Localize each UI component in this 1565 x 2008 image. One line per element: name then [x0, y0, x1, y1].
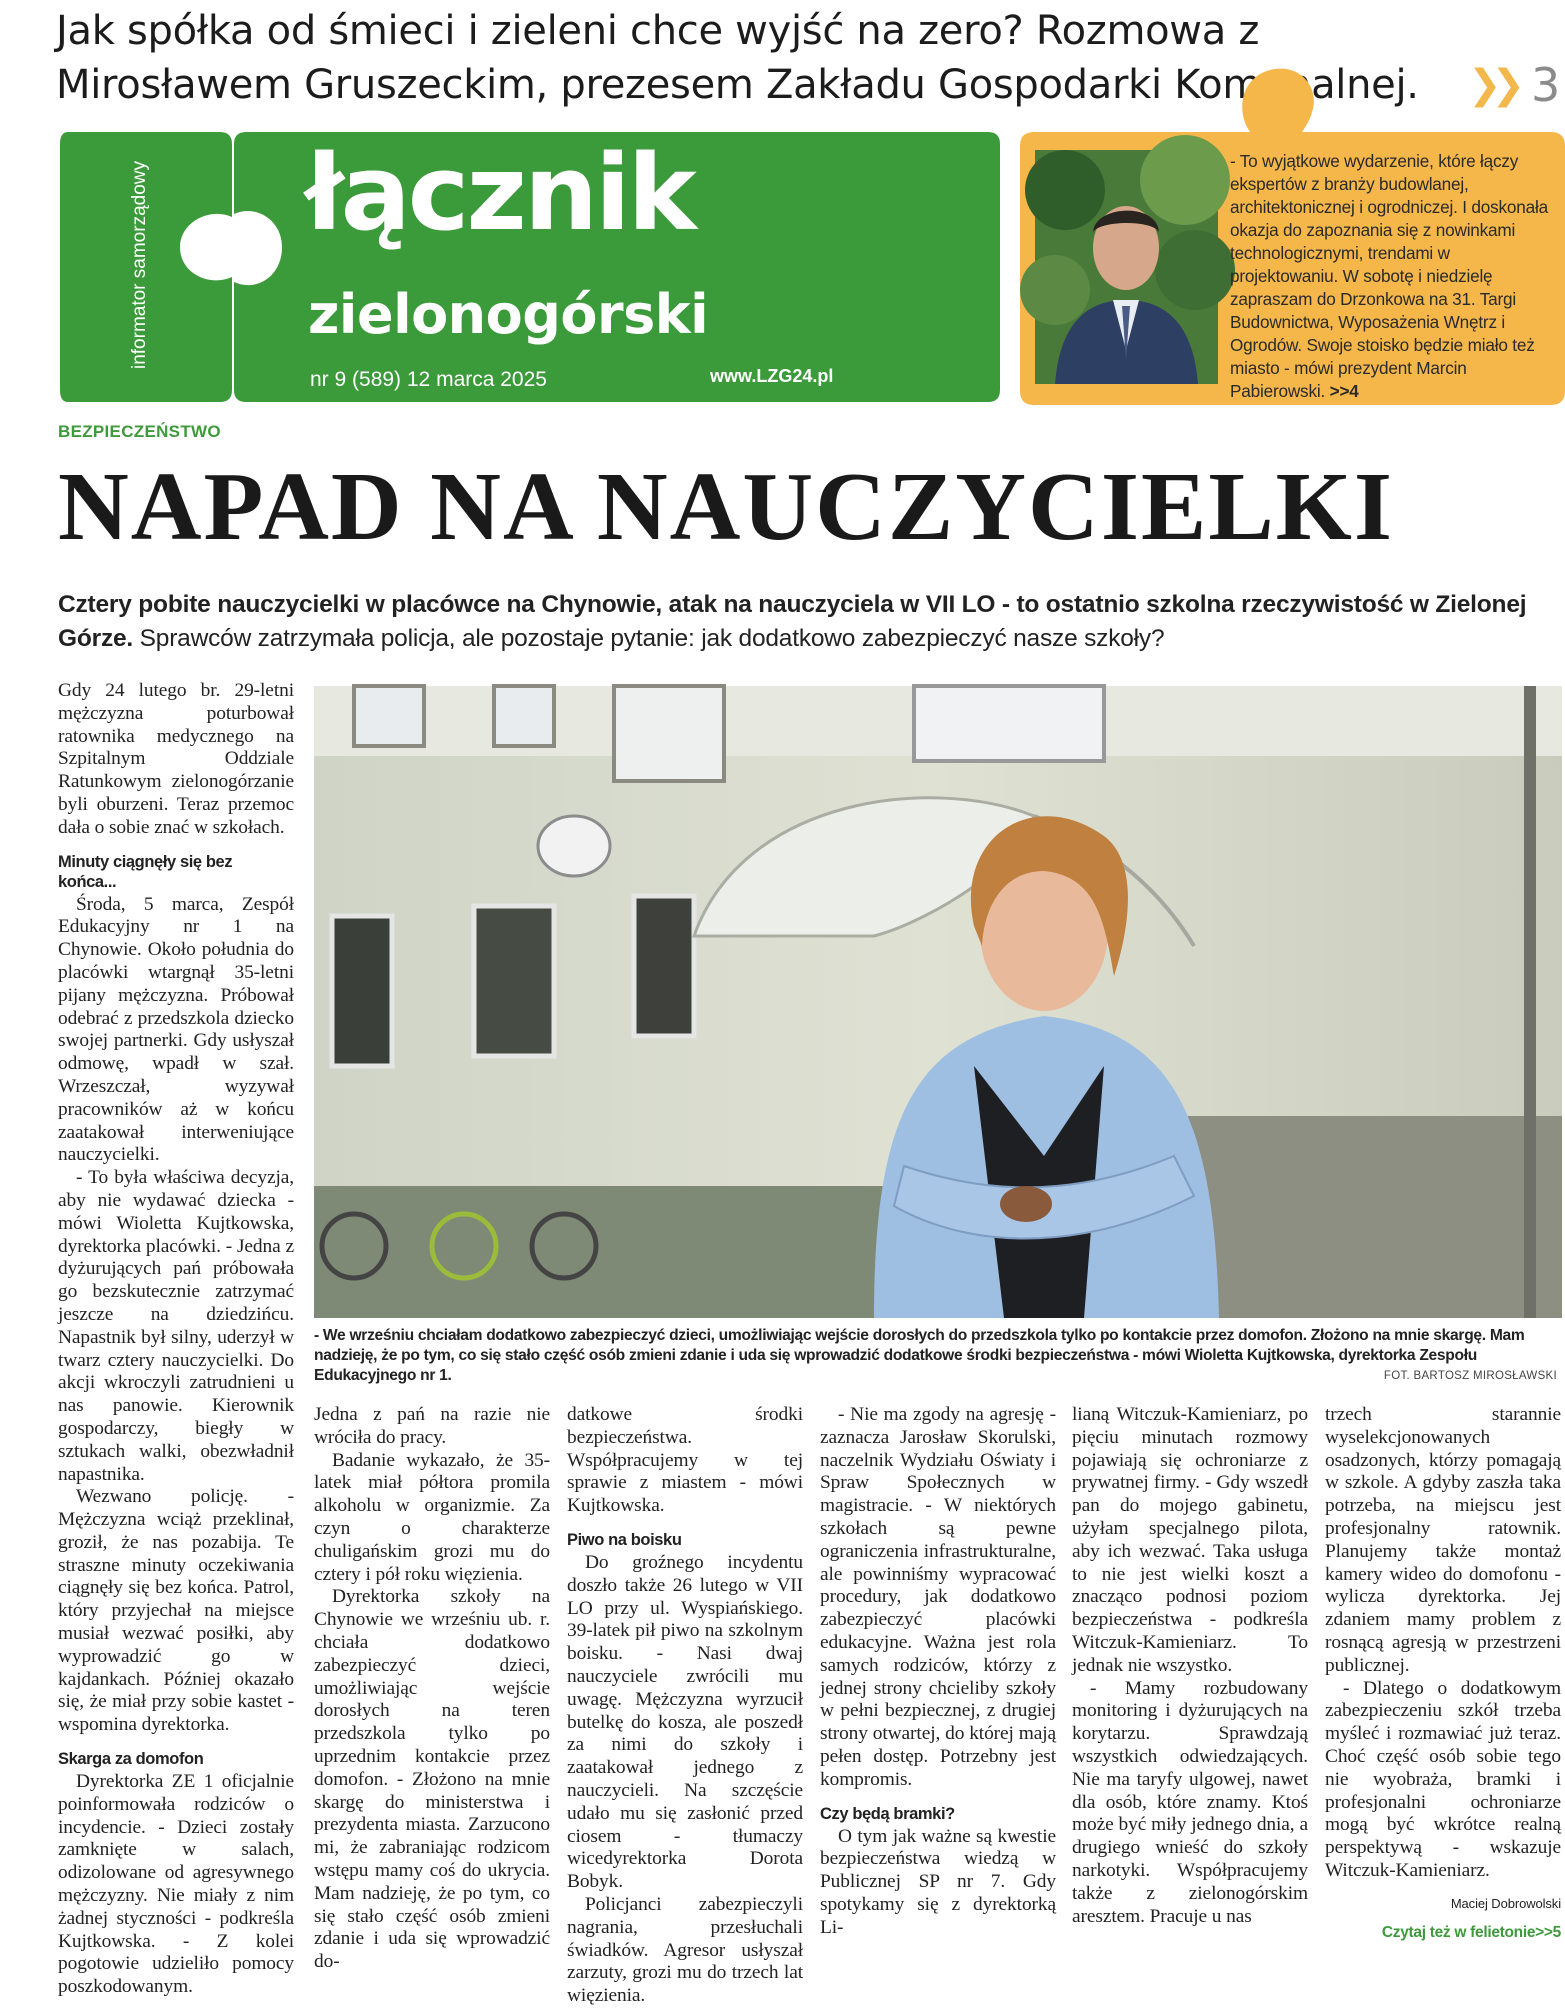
photo-credit: FOT. BARTOSZ MIROSŁAWSKI — [1383, 1370, 1557, 1382]
section-label: BEZPIECZEŃSTWO — [58, 422, 221, 441]
masthead-issue-date: nr 9 (589) 12 marca 2025 — [310, 368, 547, 391]
main-photo[interactable] — [314, 686, 1562, 1318]
masthead-url-link[interactable]: www.LZG24.pl — [710, 366, 834, 386]
promo-quote: - To wyjątkowe wydarzenie, które łączy ekspertów z branży budowlanej, architektonicznej i ogrodniczej. I doskonała okazja do zapoznania się z nowinkami technologicznymi, trendami w projektowaniu. W sobotę i niedzielę zapraszam do Drzonkowa na 31. Targi Budownictwa, Wyposażenia Wnętrz i Ogrodów. Swoje stoisko będzie miało też miasto - mówi prezydent Marcin Pabierowski. — [1230, 151, 1548, 401]
paragraph: Środa, 5 marca, Zespół Edukacyjny nr 1 na Chynowie. Około południa do placówki wtargnął 35-letni pijany mężczyzna. Próbował odebrać z przedszkola dziecko swojej partnerki. Gdy usłyszał odmowę, wpadł w szał. Wrzeszczał, wyzywał pracowników aż w końcu zaatakował interweniujące nauczycielki. — [58, 893, 294, 1166]
paragraph: Do groźnego incydentu doszło także 26 lutego w VII LO przy ul. Wyspiańskiego. 39-latek pił piwo na szkolnym boisku. - Nasi dwaj nauczyciele zwrócili mu uwagę. Mężczyzna wyrzucił butelkę do kosza, ale poszedł za nimi do szkoły i zaatakował jednego z nauczycieli. Na szczęście udało mu się zasłonić przed ciosem - tłumaczy wicedyrektorka Dorota Bobyk. — [567, 1551, 803, 1893]
article-column-4 — [820, 1404, 1056, 1940]
paragraph: datkowe środki bezpieczeństwa. Współpracujemy w tej sprawie z miastem - mówi Kujtkowska. — [567, 1404, 803, 1517]
promo-photo-mayor[interactable] — [1035, 150, 1218, 384]
article-headline: NAPAD NA NAUCZYCIELKI — [58, 453, 1395, 561]
paragraph: Badanie wykazało, że 35-latek miał półtora promila alkoholu w organizmie. Za czyn o charakterze chuligańskim grozi mu do cztery i pół roku więzienia. — [314, 1449, 550, 1585]
school-entrance-photo — [314, 686, 1562, 1318]
subheading: Piwo na boisku — [567, 1530, 682, 1549]
paragraph: - Mamy rozbudowany monitoring i dyżurujących na korytarzu. Sprawdzają wszystkich odwiedzających. Nie ma taryfy ulgowej, nawet dla osób, które znamy. Ktoś może być miły jednego dnia, a drugiego wnieść do szkoły narkotyki. Współpracujemy także z zielonogórskim aresztem. Pracuje u nas — [1072, 1677, 1308, 1927]
paragraph: trzech starannie wyselekcjonowanych osadzonych, którzy pomagają w szkole. A gdyby zaszła taka potrzeba, na miejscu jest profesjonalny ratownik. Planujemy także montaż kamery wideo do domofonu - wylicza dyrektorka. Jej zdaniem mamy problem z rosnącą agresją w przestrzeni publicznej. — [1325, 1404, 1561, 1676]
teaser-page-number: 3 — [1531, 58, 1561, 112]
paragraph: Gdy 24 lutego br. 29-letni mężczyzna poturbował ratownika medycznego na Szpitalnym Oddziale Ratunkowym zielonogórzanie byli oburzeni. Teraz przemoc dała o sobie znać w szkołach. — [58, 680, 294, 838]
mayor-portrait-image — [1035, 150, 1218, 384]
article-column-5 — [1072, 1404, 1308, 1928]
article-author: Maciej Dobrowolski — [1450, 1895, 1561, 1911]
lead-rest: Sprawców zatrzymała policja, ale pozostaje pytanie: jak dodatkowo zabezpieczyć nasze szkoły? — [133, 625, 1165, 652]
see-also-link[interactable]: Czytaj też w felietonie>>5 — [1381, 1923, 1561, 1941]
article-column-6 — [1325, 1404, 1561, 1944]
top-teaser[interactable]: Jak spółka od śmieci i zieleni chce wyjść na zero? Rozmowa z Mirosławem Gruszeckim, prezesem Zakładu Gospodarki Komunalnej. — [56, 8, 1419, 108]
paragraph: O tym jak ważne są kwestie bezpieczeństwa wiedzą w Publicznej SP nr 7. Gdy spotykamy się z dyrektorką Li- — [820, 1825, 1056, 1938]
paragraph: - Dlatego o dodatkowym zabezpieczeniu szkół trzeba myśleć i rozmawiać już teraz. Choć część osób sobie tego nie wyobraża, bramki i profesjonalni ochroniarze mogą być wkrótce realną perspektywą - wskazuje Witczuk-Kamieniarz. — [1325, 1677, 1561, 1881]
lead-bold: Cztery pobite nauczycielki w placówce na Chynowie, atak na nauczyciela w VII LO - to ostatnio szkolna rzeczywistość w Zielonej Górze. — [58, 591, 1527, 652]
masthead-title-line2[interactable]: zielonogórski — [308, 283, 709, 346]
subheading: Minuty ciągnęły się bez końca... — [58, 852, 233, 891]
promo-page-ref[interactable]: >>4 — [1329, 381, 1359, 401]
promo-text[interactable] — [1230, 150, 1560, 403]
double-chevron-icon: ❯❯ — [1468, 62, 1516, 108]
masthead-side-label: informator samorządowy — [129, 160, 150, 370]
paragraph: Dyrektorka szkoły na Chynowie we wrześniu ub. r. chciała dodatkowo zabezpieczyć dzieci, umożliwiając wejście dorosłych na teren przedszkola tylko po uprzednim kontakcie przez domofon. - Złożono na mnie skargę do ministerstwa i prezydenta miasta. Zarzucono mi, że zabraniając rodzicom wstępu mamy coś do ukrycia. Mam nadzieję, że po tym, co się stało część osób zmieni zdanie i uda się wprowadzić do- — [314, 1586, 550, 1973]
paragraph: Policjanci zabezpieczyli nagrania, przesłuchali świadków. Agresor usłyszał zarzuty, grozi mu do trzech lat więzienia. — [567, 1893, 803, 2007]
photo-caption: - We wrześniu chciałam dodatkowo zabezpieczyć dzieci, umożliwiając wejście dorosłych do przedszkola tylko po kontakcie przez domofon. Złożono na mnie skargę. Mam nadzieję, że po tym, co się stało część osób zmieni zdanie i uda się wprowadzić dodatkowe środki bezpieczeństwa - mówi Wioletta Kujtkowska, dyrektorka Zespołu Edukacyjnego nr 1. — [314, 1327, 1525, 1384]
subheading: Czy będą bramki? — [820, 1804, 955, 1823]
masthead-title-line1[interactable]: łącznik — [305, 132, 694, 254]
paragraph: - Nie ma zgody na agresję - zaznacza Jarosław Skorulski, naczelnik Wydziału Oświaty i Spraw Społecznych w magistracie. - W niektórych szkołach są pewne ograniczenia infrastrukturalne, ale powinniśmy wypracować procedury, jak dodatkowo zabezpieczyć placówki edukacyjne. Ważna jest rola samych rodziców, którzy z jednej strony chcieliby szkoły w pełni bezpiecznej, z drugiej strony otwartej, do której mają pełen dostęp. Potrzebny jest kompromis. — [820, 1404, 1056, 1790]
article-column-3 — [567, 1404, 803, 2008]
paragraph: Jedna z pań na razie nie wróciła do pracy. — [314, 1404, 550, 1448]
article-column-1 — [58, 680, 294, 1999]
subheading: Skarga za domofon — [58, 1750, 204, 1769]
article-lead — [58, 588, 1558, 656]
paragraph: lianą Witczuk-Kamieniarz, po pięciu minutach rozmowy pojawiają się ochroniarze z prywatnej firmy. - Gdy wszedł pan do mojego gabinetu, użyłam specjalnego pilota, aby ich wezwać. Taka usługa to nie jest wielki koszt a znacząco podnosi poziom bezpieczeństwa - podkreśla Witczuk-Kamieniarz. To jednak nie wszystko. — [1072, 1404, 1308, 1676]
paragraph: - To była właściwa decyzja, aby nie wydawać dziecka - mówi Wioletta Kujtkowska, dyrektorka placówki. - Jedna z dyżurujących pań próbowała go bezskutecznie zatrzymać jeszcze na dziedzińcu. Napastnik był silny, uderzył w twarz cztery nauczycielki. Do akcji wkroczyli zatrudnieni u nas panowie. Kierownik gospodarczy, biegły w sztukach walki, obezwładnił napastnika. — [58, 1167, 294, 1485]
paragraph: Dyrektorka ZE 1 oficjalnie poinformowała rodziców o incydencie. - Dzieci zostały zamknięte w salach, odizolowane od agresywnego mężczyzny. Nie miały z nim żadnej styczności - podkreśla Kujtkowska. - Z kolei pogotowie udzieliło pomocy poszkodowanym. — [58, 1771, 294, 1998]
article-column-2 — [314, 1404, 550, 1974]
paragraph: Wezwano policję. - Mężczyzna wciąż przeklinał, groził, że nas pozabija. Te straszne minuty oczekiwania ciągnęły się bez końca. Patrol, który przyjechał na miejsce musiał wezwać posiłki, aby wyprowadzić go w kajdankach. Później okazało się, że miał przy sobie kastet - wspomina dyrektorka. — [58, 1486, 294, 1736]
